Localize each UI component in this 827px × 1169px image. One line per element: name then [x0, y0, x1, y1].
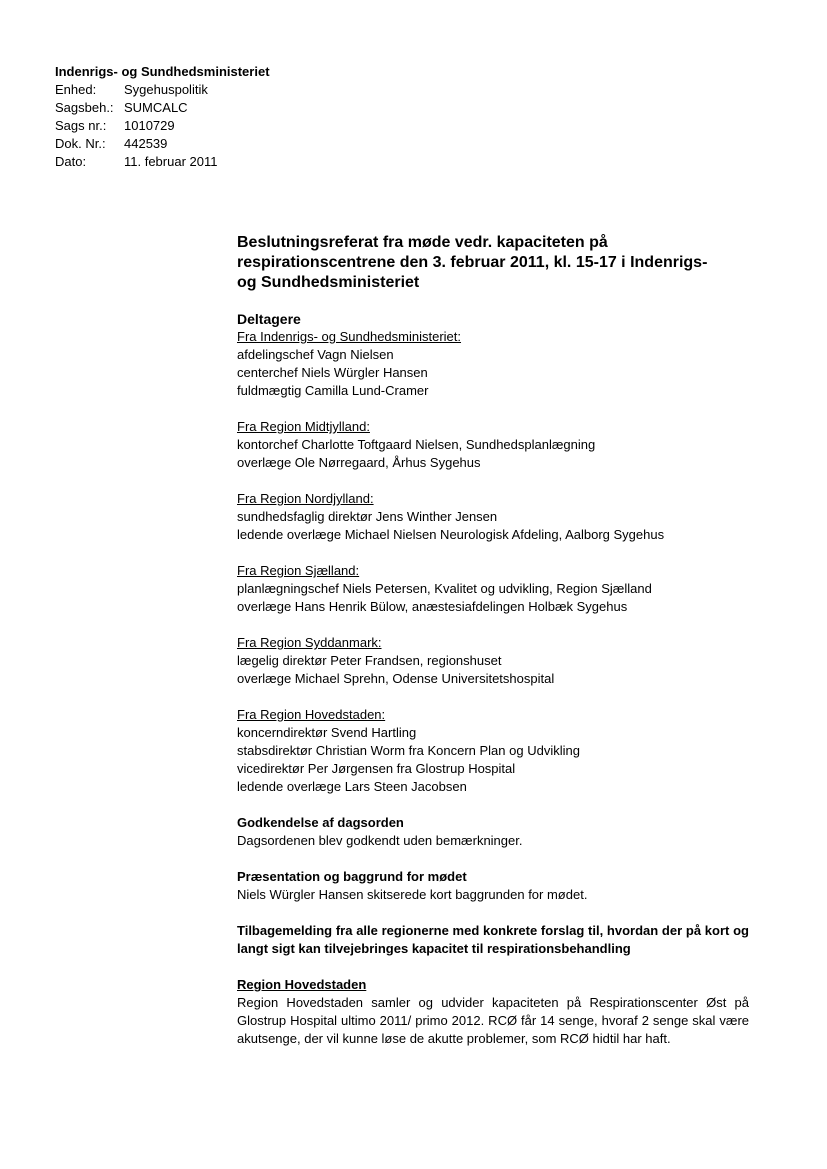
feedback-heading: Tilbagemelding fra alle regionerne med konkrete forslag til, hvordan der på kort og langt sigt kan tilvejebringes kapacitet til respirationsbehandling: [237, 923, 749, 956]
region-title: Region Hovedstaden: [237, 977, 367, 992]
participant: overlæge Michael Sprehn, Odense Universitetshospital: [237, 671, 555, 686]
group-title: Fra Region Hovedstaden:: [237, 707, 386, 722]
agenda-item-approval: [237, 814, 749, 850]
participant-group-hovedstaden: [237, 706, 749, 796]
organization-name: Indenrigs- og Sundhedsministeriet: [55, 64, 270, 79]
group-title: Fra Region Midtjylland:: [237, 419, 370, 434]
participant: stabsdirektør Christian Worm fra Koncern Plan og Udvikling: [237, 743, 580, 758]
participant: fuldmægtig Camilla Lund-Cramer: [237, 383, 429, 398]
participant: centerchef Niels Würgler Hansen: [237, 365, 428, 380]
meta-value: SUMCALC: [124, 100, 188, 115]
agenda-title: Godkendelse af dagsorden: [237, 815, 404, 830]
meta-row-unit: [55, 81, 270, 99]
title-line: respirationscentrene den 3. februar 2011, kl. 15-17 i Indenrigs-: [237, 254, 708, 271]
meta-value: 11. februar 2011: [124, 154, 218, 169]
meta-row-case-number: [55, 117, 270, 135]
title-line: Beslutningsreferat fra møde vedr. kapaciteten på: [237, 234, 608, 251]
group-title: Fra Indenrigs- og Sundhedsministeriet:: [237, 329, 462, 344]
group-title: Fra Region Sjælland:: [237, 563, 360, 578]
title-line: og Sundhedsministeriet: [237, 274, 420, 291]
region-section: [237, 976, 749, 1048]
participant: kontorchef Charlotte Toftgaard Nielsen, Sundhedsplanlægning: [237, 437, 596, 452]
meta-label: Dato:: [55, 154, 87, 169]
group-title: Fra Region Nordjylland:: [237, 491, 374, 506]
participant: ledende overlæge Lars Steen Jacobsen: [237, 779, 467, 794]
participant-group-nordjylland: [237, 490, 749, 544]
meta-value: 442539: [124, 136, 168, 151]
participant: afdelingschef Vagn Nielsen: [237, 347, 394, 362]
participant: lægelig direktør Peter Frandsen, regionshuset: [237, 653, 502, 668]
document-title: [237, 233, 749, 293]
agenda-item-presentation: [237, 868, 749, 904]
meta-row-date: [55, 153, 270, 171]
participant-group-sjaelland: [237, 562, 749, 616]
participant-group-syddanmark: [237, 634, 749, 688]
participant: overlæge Ole Nørregaard, Århus Sygehus: [237, 455, 481, 470]
participant: ledende overlæge Michael Nielsen Neurologisk Afdeling, Aalborg Sygehus: [237, 527, 665, 542]
meta-row-document-number: [55, 135, 270, 153]
meta-label: Sagsbeh.:: [55, 100, 114, 115]
document-body: [237, 233, 749, 1048]
participant: planlægningschef Niels Petersen, Kvalitet og udvikling, Region Sjælland: [237, 581, 652, 596]
participant: overlæge Hans Henrik Bülow, anæstesiafdelingen Holbæk Sygehus: [237, 599, 628, 614]
group-title: Fra Region Syddanmark:: [237, 635, 382, 650]
agenda-text: Niels Würgler Hansen skitserede kort baggrunden for mødet.: [237, 887, 588, 902]
participant: sundhedsfaglig direktør Jens Winther Jensen: [237, 509, 498, 524]
meta-label: Enhed:: [55, 82, 97, 97]
meta-value: 1010729: [124, 118, 175, 133]
meta-label: Dok. Nr.:: [55, 136, 106, 151]
meta-label: Sags nr.:: [55, 118, 107, 133]
agenda-text: Dagsordenen blev godkendt uden bemærkninger.: [237, 833, 523, 848]
document-header: [55, 63, 270, 171]
participants-heading: Deltagere: [237, 311, 301, 327]
meta-value: Sygehuspolitik: [124, 82, 208, 97]
agenda-title: Præsentation og baggrund for mødet: [237, 869, 467, 884]
region-text: Region Hovedstaden samler og udvider kapaciteten på Respirationscenter Øst på Glostrup Hospital ultimo 2011/ primo 2012. RCØ får 14 senge, hvoraf 2 senge skal være akutsenge, der vil kunne løse de akutte problemer, som RCØ hidtil har haft.: [237, 995, 749, 1046]
participant-group-midtjylland: [237, 418, 749, 472]
participant: vicedirektør Per Jørgensen fra Glostrup Hospital: [237, 761, 516, 776]
participant: koncerndirektør Svend Hartling: [237, 725, 417, 740]
participant-group-ministry: [237, 328, 749, 400]
meta-row-case-handler: [55, 99, 270, 117]
